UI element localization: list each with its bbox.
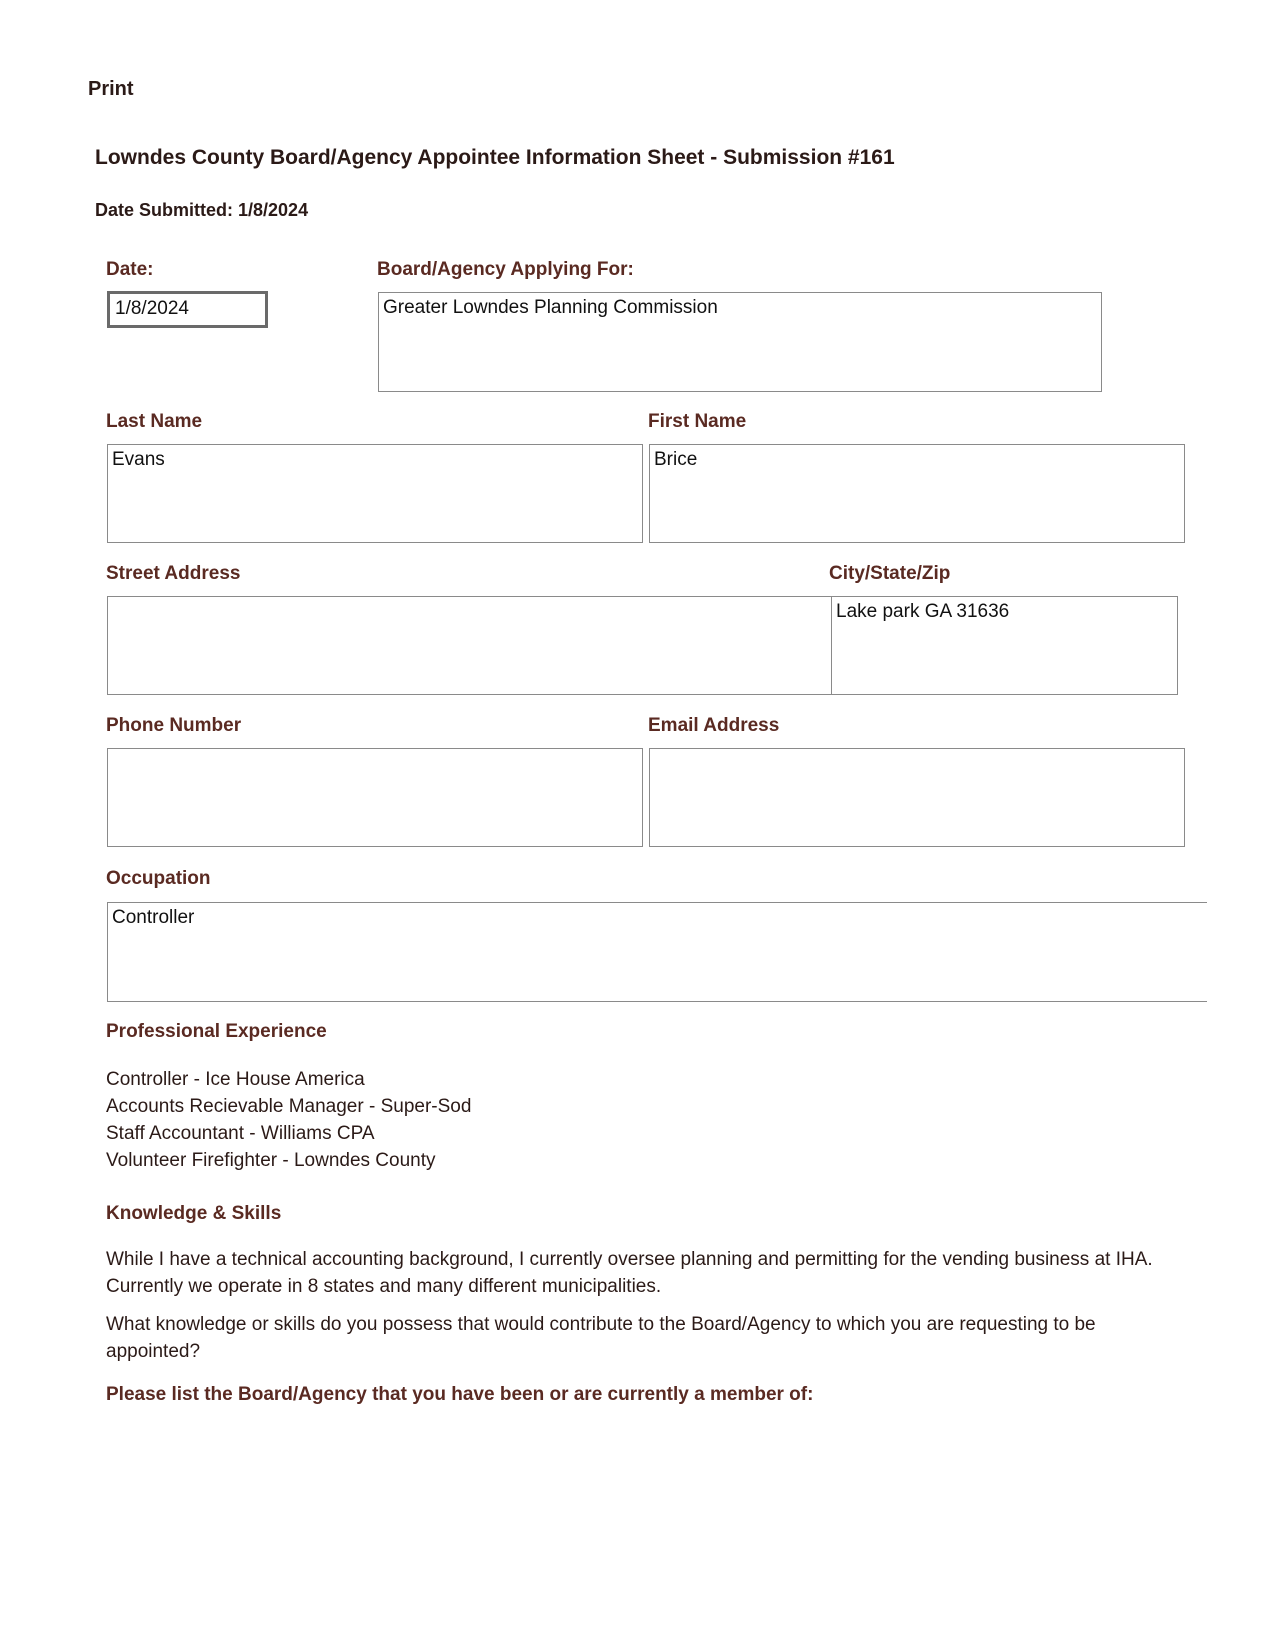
list-item: Controller - Ice House America <box>106 1069 365 1090</box>
last-name-field[interactable]: Evans <box>107 444 643 543</box>
email-address-field[interactable] <box>649 748 1185 847</box>
list-item: Volunteer Firefighter - Lowndes County <box>106 1150 436 1171</box>
page-title: Lowndes County Board/Agency Appointee Information Sheet - Submission #161 <box>95 146 895 169</box>
print-link[interactable]: Print <box>88 78 134 100</box>
first-name-label: First Name <box>648 411 747 432</box>
professional-experience-list <box>106 1066 471 1174</box>
city-state-zip-label: City/State/Zip <box>829 563 951 584</box>
knowledge-skills-answer: While I have a technical accounting background, I currently oversee planning and permitting for the vending business at IHA. Currently we operate in 8 states and many different municipalities. <box>106 1249 1153 1297</box>
city-state-zip-field[interactable]: Lake park GA 31636 <box>831 596 1178 695</box>
knowledge-skills-label: Knowledge & Skills <box>106 1203 282 1224</box>
phone-number-field[interactable] <box>107 748 643 847</box>
list-item: Accounts Recievable Manager - Super-Sod <box>106 1096 472 1117</box>
occupation-field[interactable]: Controller <box>107 902 1207 1002</box>
board-agency-label: Board/Agency Applying For: <box>377 259 634 280</box>
list-item: Staff Accountant - Williams CPA <box>106 1123 375 1144</box>
board-membership-label: Please list the Board/Agency that you have been or are currently a member of: <box>106 1384 814 1405</box>
street-address-label: Street Address <box>106 563 241 584</box>
occupation-label: Occupation <box>106 868 211 889</box>
email-address-label: Email Address <box>648 715 780 736</box>
professional-experience-label: Professional Experience <box>106 1021 327 1042</box>
date-label: Date: <box>106 259 154 280</box>
date-submitted: Date Submitted: 1/8/2024 <box>95 200 309 220</box>
street-address-field[interactable] <box>107 596 832 695</box>
last-name-label: Last Name <box>106 411 203 432</box>
first-name-field[interactable]: Brice <box>649 444 1185 543</box>
phone-number-label: Phone Number <box>106 715 242 736</box>
board-agency-field[interactable]: Greater Lowndes Planning Commission <box>378 292 1102 392</box>
date-field[interactable]: 1/8/2024 <box>107 291 268 328</box>
knowledge-skills-question: What knowledge or skills do you possess that would contribute to the Board/Agency to which you are requesting to be appointed? <box>106 1314 1096 1362</box>
